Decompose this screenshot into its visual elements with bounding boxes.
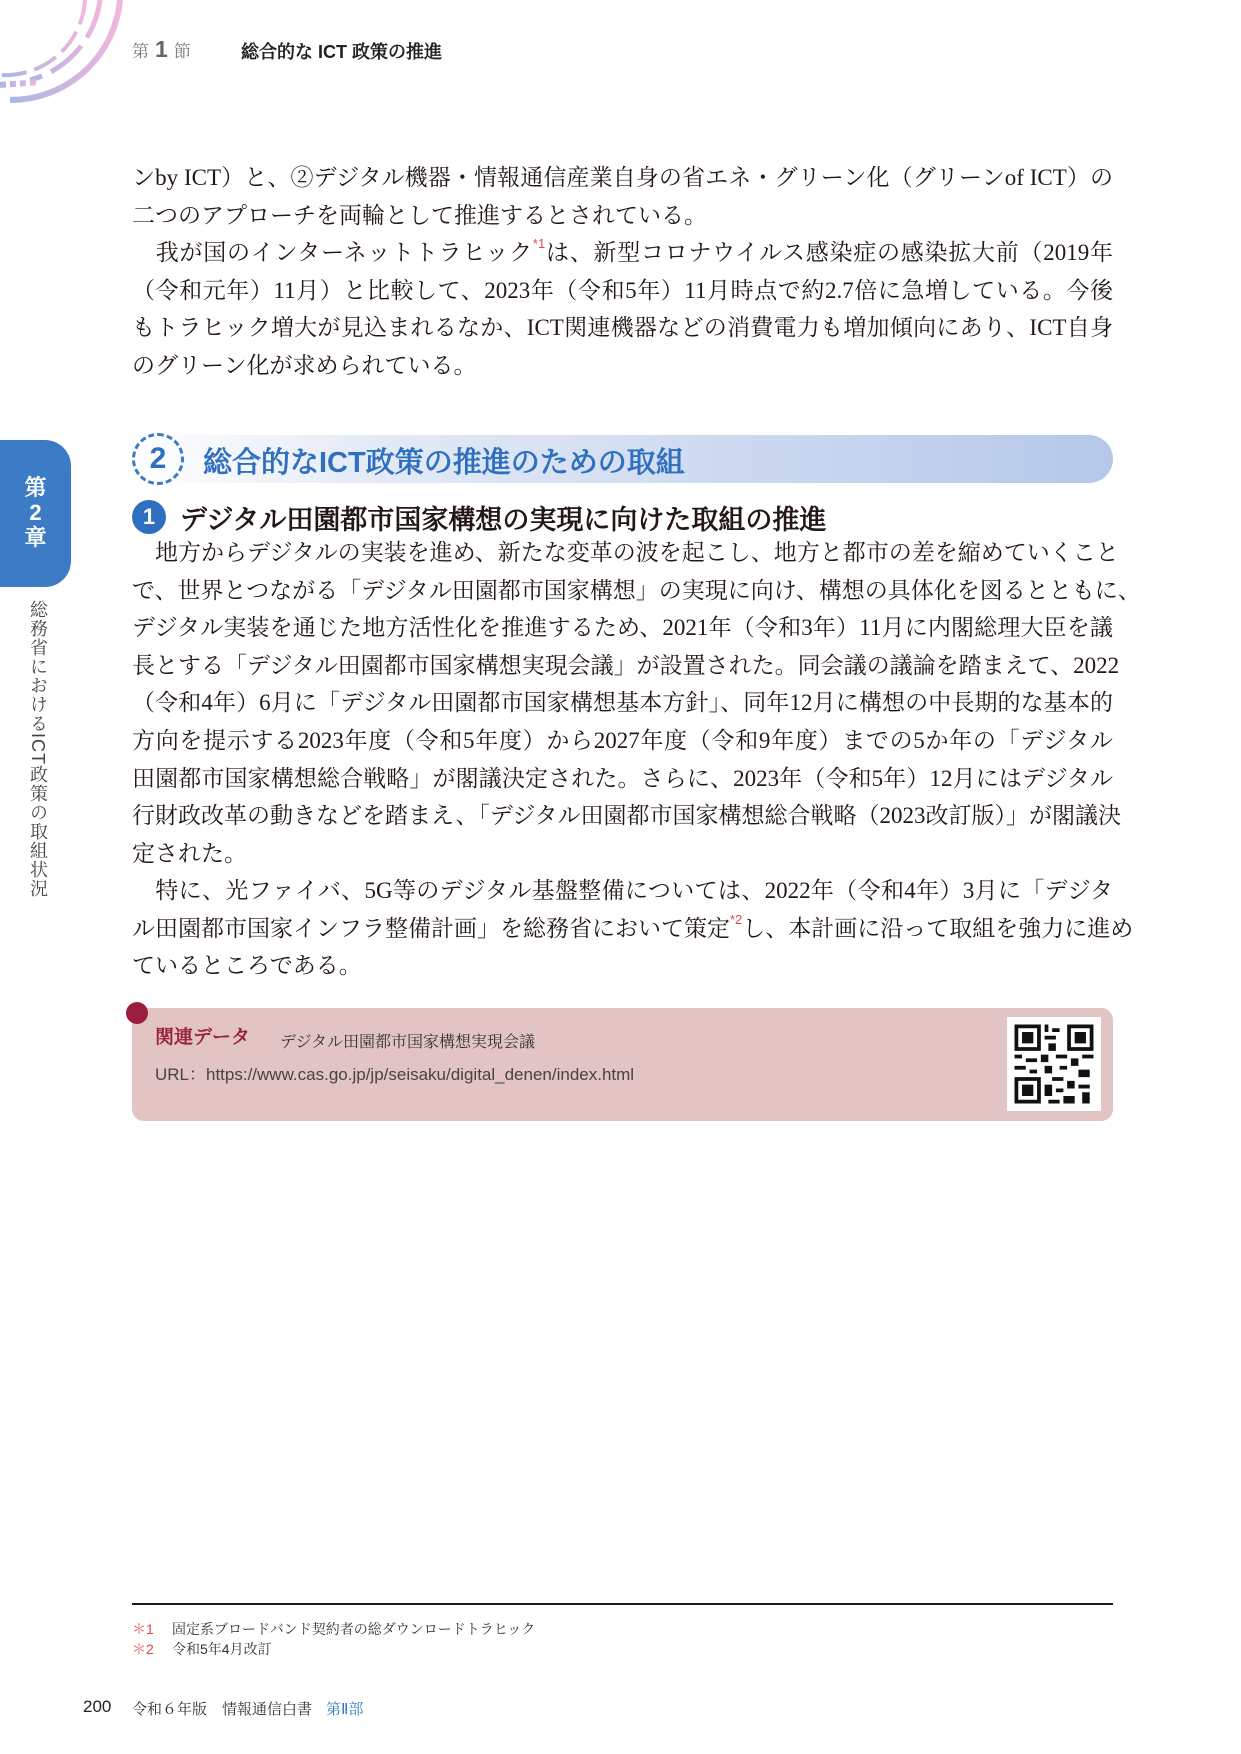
related-data-label: 関連データ — [155, 1027, 251, 1048]
subsection-heading: デジタル田園都市国家構想の実現に向けた取組の推進 — [180, 505, 827, 535]
running-header-title: 総合的な ICT 政策の推進 — [241, 42, 442, 62]
text-line: （令和4年）6月に「デジタル田園都市国家構想基本方針」、同年12月に構想の中長期的な基本的 — [132, 690, 1113, 716]
related-data-url[interactable]: URL：https://www.cas.go.jp/jp/seisaku/digital_denen/index.html — [155, 1065, 635, 1084]
text-fragment: 我が国のインターネットトラヒック — [132, 240, 533, 265]
text-line: 二つのアプローチを両輪として推進するとされている。 — [132, 202, 707, 228]
text-line: 定された。 — [132, 840, 247, 866]
chapter-vertical-title: 総務省におけるICT政策の取組状況 — [28, 600, 48, 898]
text-fragment: し、本計画に沿って取組を強力に進め — [742, 915, 1134, 941]
text-line: （令和元年）11月）と比較して、2023年（令和5年）11月時点で約2.7倍に急増している。今後 — [132, 277, 1113, 303]
subsection-number-badge: 1 — [132, 500, 166, 534]
publication-title: 令和６年版 情報通信白書 — [132, 1701, 313, 1718]
intro-paragraph-1 — [132, 159, 1113, 234]
footnote-mark: ＊2 — [132, 1641, 154, 1657]
footnote-mark: ＊1 — [132, 1621, 154, 1637]
text-line: のグリーン化が求められている。 — [132, 352, 477, 378]
text-line: 方向を提示する2023年度（令和5年度）から2027年度（令和9年度）までの5か年の「デジタル — [132, 727, 1113, 753]
text-line: ているところである。 — [132, 953, 362, 979]
footer-publication — [132, 1698, 363, 1719]
footnote-ref[interactable]: *2 — [730, 911, 743, 927]
text-line: 特に、光ファイバ、5G等のデジタル基盤整備については、2022年（令和4年）3月に「デジタ — [132, 878, 1113, 903]
text-fragment: は、新型コロナウイルス感染症の感染拡大前（2019年 — [545, 240, 1113, 265]
text-line: で、世界とつながる「デジタル田園都市国家構想」の実現に向け、構想の具体化を図るとともに、 — [132, 577, 1141, 603]
footnote-text: 固定系ブロードバンド契約者の総ダウンロードトラヒック — [172, 1621, 536, 1637]
chapter-tab — [0, 440, 71, 587]
chapter-prefix: 第 — [24, 475, 47, 500]
text-line: 田園都市国家構想総合戦略」が閣議決定された。さらに、2023年（令和5年）12月にはデジタル — [132, 765, 1113, 791]
section-label: 第 1 節 — [132, 36, 191, 62]
text-line: デジタル実装を通じた地方活性化を推進するため、2021年（令和3年）11月に内閣総理大臣を議 — [132, 615, 1113, 641]
chapter-suffix: 章 — [24, 525, 47, 550]
footnote-divider — [132, 1603, 1113, 1605]
part-label: 第Ⅱ部 — [326, 1701, 364, 1718]
text-line: 長とする「デジタル田園都市国家構想実現会議」が設置された。同会議の議論を踏まえて、2022 — [132, 652, 1120, 678]
section-heading: 総合的なICT政策の推進のための取組 — [203, 447, 685, 479]
footnote-ref[interactable]: *1 — [532, 236, 546, 251]
decorative-arc-icon — [0, 0, 130, 110]
bullet-dot-icon — [126, 1002, 148, 1024]
text-fragment: ル田園都市国家インフラ整備計画」を総務省において策定 — [132, 915, 730, 941]
text-line: 行財政改革の動きなどを踏まえ、「デジタル田園都市国家構想総合戦略（2023改訂版）」が閣議決 — [132, 803, 1121, 829]
body-paragraph-2 — [132, 872, 1134, 985]
body-paragraph-1 — [132, 534, 1141, 872]
page-number: 200 — [83, 1697, 112, 1716]
section-number-badge: 2 — [132, 433, 184, 485]
related-data-title: デジタル田園都市国家構想実現会議 — [280, 1034, 536, 1051]
footnote-1 — [132, 1619, 535, 1639]
intro-paragraph-2 — [132, 234, 1113, 384]
text-line: ンby ICT）と、②デジタル機器・情報通信産業自身の省エネ・グリーン化（グリーンof ICT）の — [132, 165, 1113, 190]
chapter-number: 2 — [29, 500, 42, 525]
footnote-text: 令和5年4月改訂 — [172, 1641, 272, 1657]
text-line: もトラヒック増大が見込まれるなか、ICT関連機器などの消費電力も増加傾向にあり、ICT自身 — [132, 315, 1113, 341]
footnote-2 — [132, 1639, 272, 1659]
text-line: 地方からデジタルの実装を進め、新たな変革の波を起こし、地方と都市の差を縮めていくこと — [132, 540, 1119, 565]
qr-code-icon[interactable] — [1007, 1017, 1101, 1111]
